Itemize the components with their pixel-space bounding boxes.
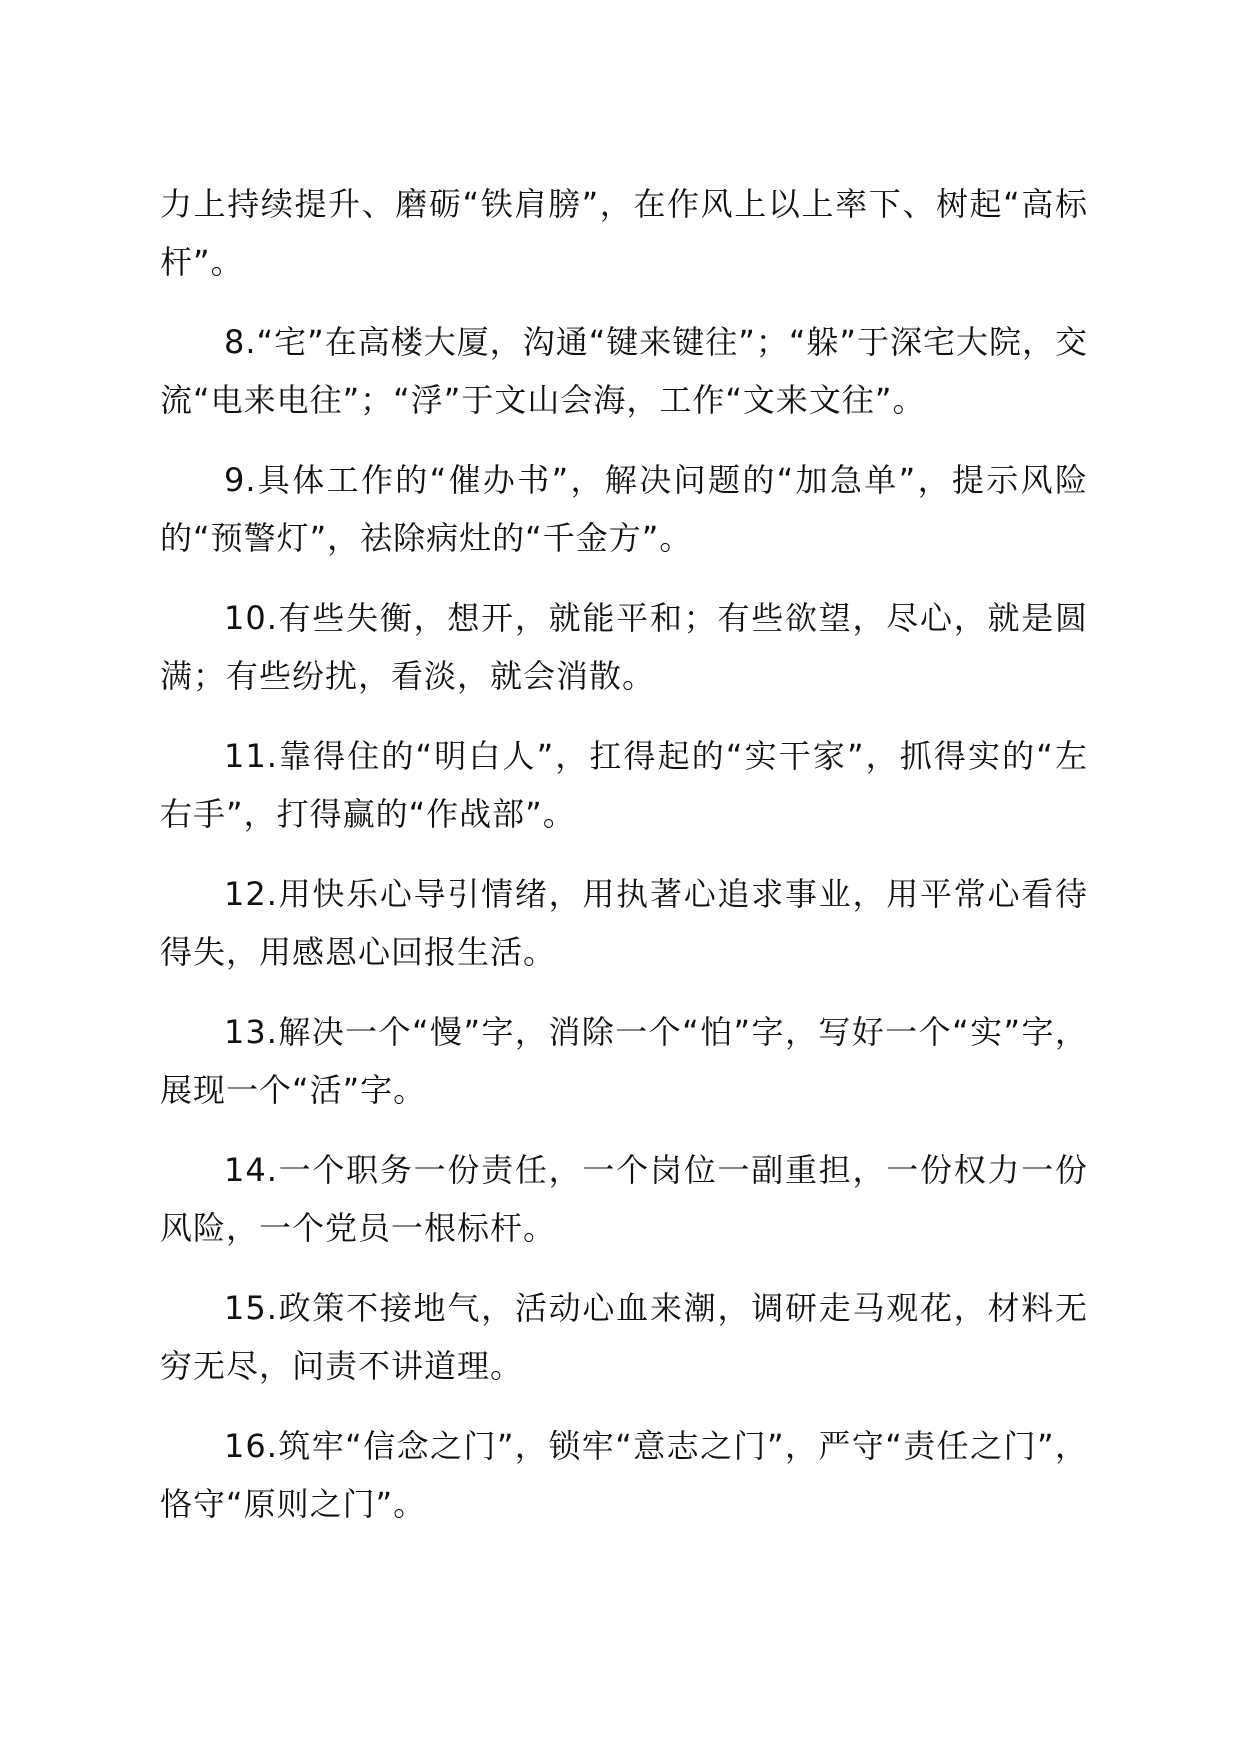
document-body <box>160 175 1088 1555</box>
paragraph-12: 12.用快乐心导引情绪，用执著心追求事业，用平常心看待得失，用感恩心回报生活。 <box>160 875 1088 971</box>
paragraph-continuation: 力上持续提升、磨砺“铁肩膀”，在作风上以上率下、树起“高标杆”。 <box>160 185 1088 281</box>
paragraph-16: 16.筑牢“信念之门”，锁牢“意志之门”，严守“责任之门”，恪守“原则之门”。 <box>160 1427 1088 1523</box>
paragraph-8: 8.“宅”在高楼大厦，沟通“键来键往”；“躲”于深宅大院，交流“电来电往”；“浮”于文山会海，工作“文来文往”。 <box>160 323 1089 419</box>
paragraph-13: 13.解决一个“慢”字，消除一个“怕”字，写好一个“实”字，展现一个“活”字。 <box>160 1013 1088 1109</box>
paragraph-15: 15.政策不接地气，活动心血来潮，调研走马观花，材料无穷无尽，问责不讲道理。 <box>160 1289 1088 1385</box>
paragraph-9: 9.具体工作的“催办书”，解决问题的“加急单”，提示风险的“预警灯”，祛除病灶的“千金方”。 <box>160 461 1088 557</box>
paragraph-14: 14.一个职务一份责任，一个岗位一副重担，一份权力一份风险，一个党员一根标杆。 <box>160 1151 1088 1247</box>
paragraph-10: 10.有些失衡，想开，就能平和；有些欲望，尽心，就是圆满；有些纷扰，看淡，就会消散。 <box>160 599 1088 695</box>
paragraph-11: 11.靠得住的“明白人”，扛得起的“实干家”，抓得实的“左右手”，打得赢的“作战部”。 <box>160 737 1088 833</box>
